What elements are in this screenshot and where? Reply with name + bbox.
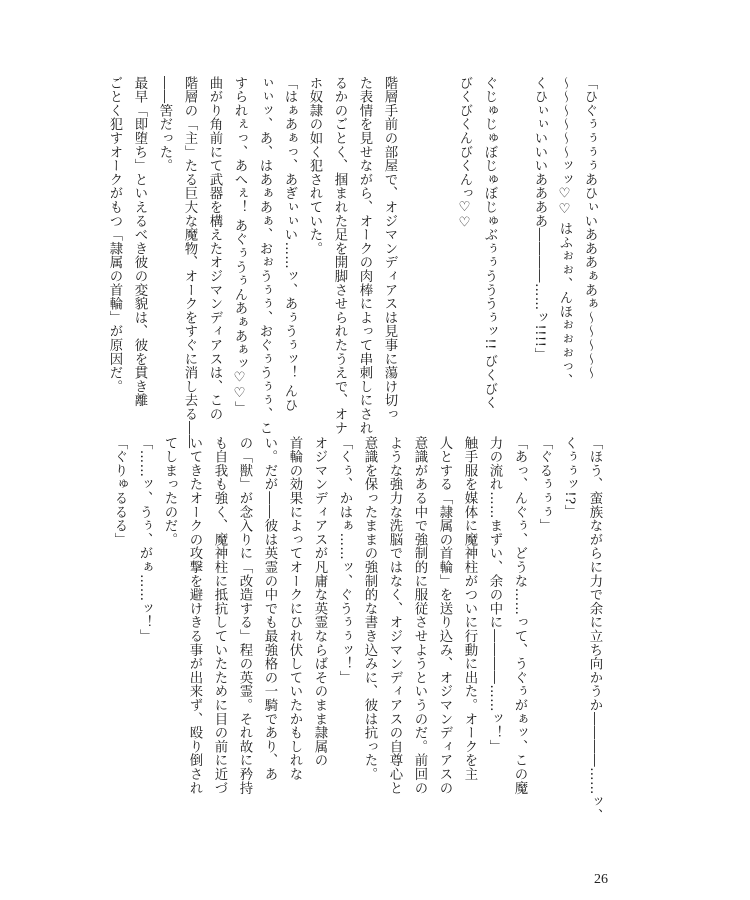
text-line: 階層手前の部屋で、オジマンディアスは見事に蕩け切っ <box>382 76 397 421</box>
text-line: 意識を保ったままの強制的な書き込みに、彼は抗った。 <box>362 436 377 781</box>
text-line: いてきたオークの攻撃を避けきる事が出来ず、殴り倒され <box>187 436 202 795</box>
text-line <box>427 76 452 436</box>
text-block-upper <box>107 76 602 449</box>
text-line: い。だが――彼は英霊の中でも最強格の一騎であり、あ <box>262 436 277 781</box>
text-line: ごとく犯すオークがもつ「隷属の首輪」が原因だ。 <box>107 76 122 394</box>
text-line: くひぃぃいいいああああ――――……ッ!!!!」 <box>532 76 547 362</box>
text-line: 「……ッ、うぅ、がぁ……ッ！」 <box>137 436 152 643</box>
text-line: すられぇっ、あへぇ！ あぐぅうぅんあぁあぁッ♡♡」 <box>232 76 247 416</box>
text-line: ホ奴隷の如く犯されていた。 <box>307 76 322 256</box>
text-line: た表情を見せながら、オークの肉棒によって串刺しにされ <box>357 76 372 435</box>
text-line: オジマンディアスが凡庸な英霊ならばそのまま隷属の <box>312 436 327 768</box>
text-line: の「獣」が念入りに「改造する」程の英霊。それ故に矜持 <box>237 436 252 795</box>
text-line: ぐじゅじゅぼじゅぼじゅぶぅぅうううぅッ!! びくびく <box>482 76 497 410</box>
text-line: 「くぅ、かはぁ……ッ、ぐうぅぅッ！」 <box>337 436 352 685</box>
text-line: くぅぅッ!?」 <box>562 436 577 519</box>
text-line: 力の流れ……まずい、余の中に――――……ッ！」 <box>487 436 502 754</box>
text-line <box>402 76 427 436</box>
text-line: 意識がある中で強制的に服従させようというのだ。前回の <box>412 436 427 795</box>
text-line: 首輪の効果によってオークにひれ伏していたかもしれな <box>287 436 302 781</box>
text-line: 「あっ、んぐぅ、どうな……って、うぐぅがぁッ、この魔 <box>512 436 527 795</box>
text-line: 曲がり角前にて武器を構えたオジマンディアスは、この <box>207 76 222 421</box>
text-line: てしまったのだ。 <box>162 436 177 547</box>
text-line: るかのごとく、掴まれた足を開脚させられたうえで、オナ <box>332 76 347 435</box>
text-line: ――筈だった。 <box>157 76 172 173</box>
text-line: 「ぐるぅぅぅ」 <box>537 436 552 533</box>
text-line: ような強力な洗脳ではなく、オジマンディアスの自尊心と <box>387 436 402 795</box>
text-line: 「ほう、蛮族ながらに力で余に立ち向かうか――――……ッ、 <box>587 436 602 823</box>
text-line: 触手服を媒体に魔神柱がついに行動に出た。オークを主 <box>462 436 477 781</box>
page-number: 26 <box>594 872 608 887</box>
text-block-lower <box>112 436 607 856</box>
text-line: も自我も強く、魔神柱に抵抗していたために目の前に近づ <box>212 436 227 795</box>
text-line: 人とする「隷属の首輪」を送り込み、オジマンディアスの <box>437 436 452 795</box>
text-line: 最早「即堕ち」といえるべき彼の変貌は、彼を貫き離 <box>132 76 147 408</box>
text-line: ぃぃッ、あ、はあぁあぁ、おぉうぅぅ、おぐぅうぅぅ、こ <box>257 76 272 435</box>
text-line: 「ひぐぅぅぅぅあひぃいあああぁあぁ～～～～～ <box>582 76 597 380</box>
text-line: 「はぁあぁっ、あぎぃぃい……ッ、あぅうぅッ！ んひ <box>282 76 297 412</box>
text-line: ～～～～～～ッッ♡♡ はふぉぉ、んほぉぉぉっ、 <box>557 76 572 388</box>
text-line <box>502 76 527 436</box>
text-line: 「ぐりゅるるる」 <box>112 436 127 547</box>
text-line: びくびくんびくんっ♡♡ <box>457 76 472 231</box>
text-line: 階層の「主」たる巨大な魔物、オークをすぐに消し去る―― <box>182 76 197 449</box>
